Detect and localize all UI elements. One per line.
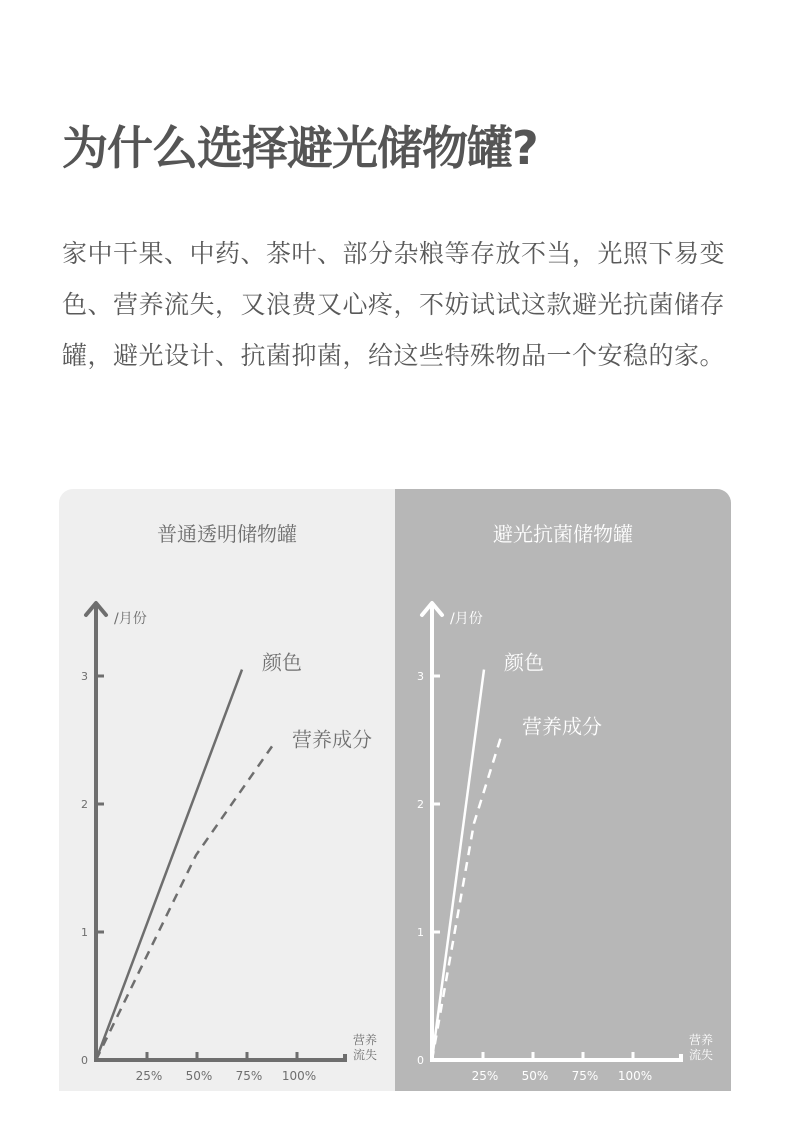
y-tick-label: 1 bbox=[417, 926, 424, 939]
x-tick-label: 75% bbox=[235, 1069, 263, 1083]
series-line-color bbox=[96, 670, 242, 1060]
x-tick-label: 100% bbox=[281, 1069, 317, 1083]
y-tick-label: 3 bbox=[81, 670, 88, 683]
x-tick-label: 25% bbox=[135, 1069, 163, 1083]
series-line-nutrition bbox=[96, 746, 272, 1060]
page-title: 为什么选择避光储物罐? bbox=[62, 121, 538, 175]
chart-transparent-jar bbox=[59, 489, 395, 1091]
intro-paragraph: 家中干果、中药、茶叶、部分杂粮等存放不当，光照下易变色、营养流失，又浪费又心疼，不妨试试这款避光抗菌储存罐，避光设计、抗菌抑菌，给这些特殊物品一个安稳的家。 bbox=[62, 239, 726, 370]
x-tick-label: 100% bbox=[617, 1069, 653, 1083]
panel-lightproof-jar bbox=[395, 489, 731, 1091]
series-line-nutrition bbox=[432, 734, 502, 1060]
x-tick-label: 75% bbox=[571, 1069, 599, 1083]
y-tick-label: 3 bbox=[417, 670, 424, 683]
x-tick-label: 50% bbox=[521, 1069, 549, 1083]
y-axis-label: /月份 bbox=[450, 611, 483, 627]
series-label-color: 颜色 bbox=[504, 650, 544, 675]
chart-lightproof-jar bbox=[395, 489, 731, 1091]
y-axis-label: /月份 bbox=[114, 611, 147, 627]
x-tick-label: 50% bbox=[185, 1069, 213, 1083]
x-axis-label: 营养流失 bbox=[688, 1033, 714, 1062]
panel-transparent-jar bbox=[59, 489, 395, 1091]
chart-title: 普通透明储物罐 bbox=[157, 522, 297, 546]
y-tick-label: 0 bbox=[417, 1054, 424, 1067]
y-tick-label: 2 bbox=[417, 798, 424, 811]
x-axis-label: 营养流失 bbox=[352, 1033, 378, 1062]
y-tick-label: 0 bbox=[81, 1054, 88, 1067]
x-tick-label: 25% bbox=[471, 1069, 499, 1083]
series-label-nutrition: 营养成分 bbox=[522, 714, 602, 739]
y-tick-label: 1 bbox=[81, 926, 88, 939]
series-label-nutrition: 营养成分 bbox=[292, 727, 372, 752]
y-tick-label: 2 bbox=[81, 798, 88, 811]
series-line-color bbox=[432, 670, 484, 1060]
series-label-color: 颜色 bbox=[262, 650, 302, 675]
chart-title: 避光抗菌储物罐 bbox=[493, 522, 633, 546]
comparison-charts bbox=[59, 489, 731, 1091]
